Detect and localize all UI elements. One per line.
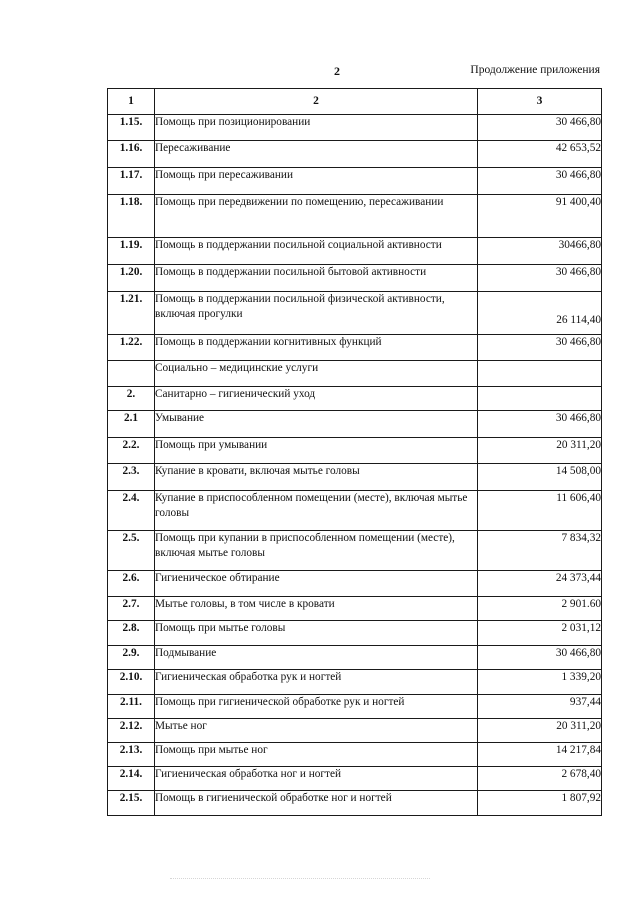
row-price: 91 400,40 — [478, 195, 602, 238]
row-number: 2.13. — [108, 743, 155, 767]
row-number: 2.8. — [108, 621, 155, 646]
row-service-name: Мытье головы, в том числе в кровати — [155, 597, 478, 621]
row-service-name: Умывание — [155, 411, 478, 438]
row-price: 2 678,40 — [478, 767, 602, 791]
row-number: 1.18. — [108, 195, 155, 238]
row-number: 2.4. — [108, 491, 155, 531]
row-price: 1 339,20 — [478, 670, 602, 695]
table-row — [108, 695, 602, 719]
row-price: 30466,80 — [478, 238, 602, 265]
table-row — [108, 646, 602, 670]
row-price: 20 311,20 — [478, 438, 602, 464]
table-row — [108, 531, 602, 571]
row-service-name: Помощь при купании в приспособленном помещении (месте), включая мытье головы — [155, 531, 478, 571]
row-number: 1.17. — [108, 168, 155, 195]
row-number: 2.3. — [108, 464, 155, 491]
row-service-name: Помощь в поддержании посильной социальной активности — [155, 238, 478, 265]
row-price: 30 466,80 — [478, 335, 602, 361]
row-number: 2.9. — [108, 646, 155, 670]
row-number: 1.20. — [108, 265, 155, 292]
row-service-name: Подмывание — [155, 646, 478, 670]
row-number: 2.1 — [108, 411, 155, 438]
row-number: 1.21. — [108, 292, 155, 335]
row-service-name: Помощь в поддержании когнитивных функций — [155, 335, 478, 361]
row-price: 30 466,80 — [478, 411, 602, 438]
table-row — [108, 767, 602, 791]
column-header-number: 1 — [108, 89, 155, 115]
table-row — [108, 719, 602, 743]
row-price: 7 834,32 — [478, 531, 602, 571]
row-price: 2 031,12 — [478, 621, 602, 646]
row-service-name: Гигиеническая обработка ног и ногтей — [155, 767, 478, 791]
row-number: 2.7. — [108, 597, 155, 621]
table-row — [108, 464, 602, 491]
row-service-name: Купание в приспособленном помещении (месте), включая мытье головы — [155, 491, 478, 531]
row-price: 30 466,80 — [478, 115, 602, 141]
table-row — [108, 621, 602, 646]
row-price: 2 901.60 — [478, 597, 602, 621]
table-row — [108, 571, 602, 597]
row-price: 14 217,84 — [478, 743, 602, 767]
row-service-name: Помощь при позиционировании — [155, 115, 478, 141]
page-number: 2 — [334, 64, 340, 78]
row-number: 2.10. — [108, 670, 155, 695]
row-number: 2. — [108, 387, 155, 411]
table-row — [108, 491, 602, 531]
table-row — [108, 743, 602, 767]
row-service-name: Помощь при передвижении по помещению, пересаживании — [155, 195, 478, 238]
row-number: 1.16. — [108, 141, 155, 168]
table-row — [108, 670, 602, 695]
table-row — [108, 387, 602, 411]
table-row — [108, 597, 602, 621]
row-number: 2.5. — [108, 531, 155, 571]
table-row — [108, 115, 602, 141]
table-row — [108, 361, 602, 387]
row-number: 1.15. — [108, 115, 155, 141]
row-service-name: Помощь при мытье ног — [155, 743, 478, 767]
row-price: 11 606,40 — [478, 491, 602, 531]
price-table — [107, 88, 602, 816]
row-price — [478, 387, 602, 411]
row-service-name: Помощь в гигиенической обработке ног и ногтей — [155, 791, 478, 816]
section-heading: Социально – медицинские услуги — [155, 361, 478, 387]
table-row — [108, 292, 602, 335]
table-row — [108, 791, 602, 816]
table-row — [108, 195, 602, 238]
row-service-name: Купание в кровати, включая мытье головы — [155, 464, 478, 491]
table-row — [108, 411, 602, 438]
row-number: 2.6. — [108, 571, 155, 597]
row-service-name: Гигиеническое обтирание — [155, 571, 478, 597]
row-price: 14 508,00 — [478, 464, 602, 491]
row-service-name: Мытье ног — [155, 719, 478, 743]
table-row — [108, 141, 602, 168]
row-price: 30 466,80 — [478, 265, 602, 292]
row-number: 2.2. — [108, 438, 155, 464]
row-price: 20 311,20 — [478, 719, 602, 743]
row-service-name: Гигиеническая обработка рук и ногтей — [155, 670, 478, 695]
row-price — [478, 361, 602, 387]
row-number — [108, 361, 155, 387]
row-number: 1.19. — [108, 238, 155, 265]
row-price: 1 807,92 — [478, 791, 602, 816]
continuation-label: Продолжение приложения — [470, 64, 600, 76]
header-row — [108, 89, 602, 115]
row-price: 26 114,40 — [478, 292, 602, 335]
row-price: 42 653,52 — [478, 141, 602, 168]
row-price: 30 466,80 — [478, 646, 602, 670]
row-service-name: Помощь в поддержании посильной бытовой активности — [155, 265, 478, 292]
table-row — [108, 238, 602, 265]
row-service-name: Пересаживание — [155, 141, 478, 168]
row-service-name: Помощь в поддержании посильной физической активности, включая прогулки — [155, 292, 478, 335]
column-header-price: 3 — [478, 89, 602, 115]
row-price: 30 466,80 — [478, 168, 602, 195]
section-heading: Санитарно – гигиенический уход — [155, 387, 478, 411]
scan-artifact-line — [170, 878, 430, 881]
row-service-name: Помощь при гигиенической обработке рук и ногтей — [155, 695, 478, 719]
row-number: 2.12. — [108, 719, 155, 743]
row-number: 2.15. — [108, 791, 155, 816]
row-number: 1.22. — [108, 335, 155, 361]
row-price: 24 373,44 — [478, 571, 602, 597]
row-price: 937,44 — [478, 695, 602, 719]
row-number: 2.11. — [108, 695, 155, 719]
row-service-name: Помощь при умывании — [155, 438, 478, 464]
table-row — [108, 335, 602, 361]
column-header-name: 2 — [155, 89, 478, 115]
row-number: 2.14. — [108, 767, 155, 791]
table-row — [108, 265, 602, 292]
row-service-name: Помощь при мытье головы — [155, 621, 478, 646]
row-service-name: Помощь при пересаживании — [155, 168, 478, 195]
table-row — [108, 168, 602, 195]
table-row — [108, 438, 602, 464]
